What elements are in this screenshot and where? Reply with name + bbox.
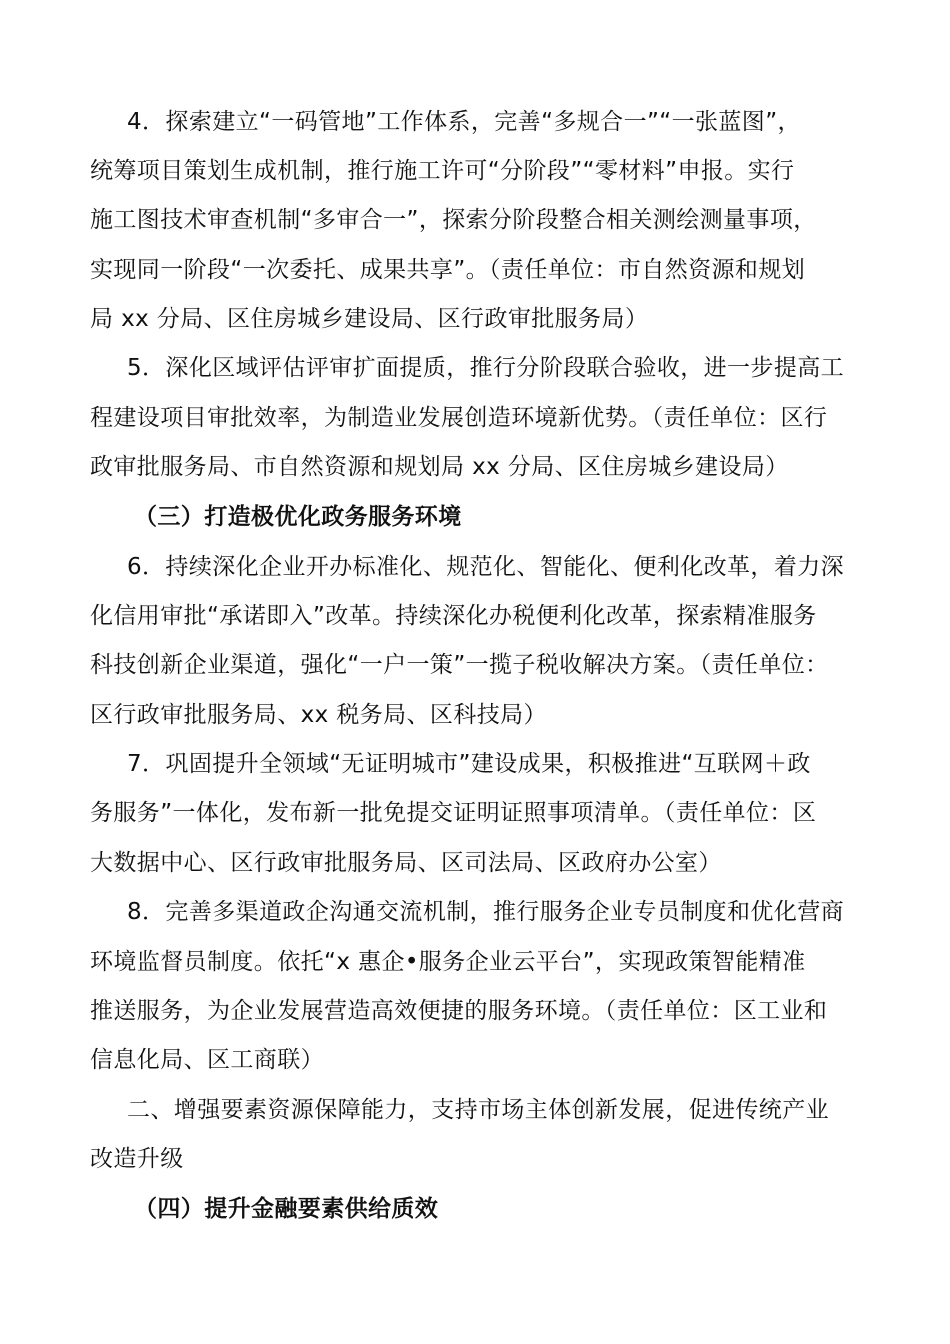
paragraph-6-line-2: 化信用审批“承诺即入”改革。持续深化办税便利化改革，探索精准服务 xyxy=(90,603,817,629)
section-heading-3: （三）打造极优化政务服务环境 xyxy=(134,504,462,530)
paragraph-4-line-5: 局 xx 分局、区住房城乡建设局、区行政审批服务局） xyxy=(90,306,649,332)
paragraph-6-line-3: 科技创新企业渠道，强化“一户一策”一揽子税收解决方案。（责任单位： xyxy=(90,652,829,678)
section-heading-2-line-2: 改造升级 xyxy=(90,1146,184,1172)
paragraph-8-line-4: 信息化局、区工商联） xyxy=(90,1047,324,1073)
paragraph-7-line-1: 7．巩固提升全领域“无证明城市”建设成果，积极推进“互联网＋政 xyxy=(127,751,811,777)
paragraph-4-line-2: 统筹项目策划生成机制，推行施工许可“分阶段”“零材料”申报。实行 xyxy=(90,158,795,184)
paragraph-6-line-4: 区行政审批服务局、xx 税务局、区科技局） xyxy=(90,702,547,728)
paragraph-4-line-1: 4．探索建立“一码管地”工作体系，完善“多规合一”“一张蓝图”， xyxy=(127,109,801,135)
paragraph-8-line-1: 8．完善多渠道政企沟通交流机制，推行服务企业专员制度和优化营商 xyxy=(127,899,845,925)
section-heading-2-line-1: 二、增强要素资源保障能力，支持市场主体创新发展，促进传统产业 xyxy=(127,1097,829,1123)
paragraph-5-line-3: 政审批服务局、市自然资源和规划局 xx 分局、区住房城乡建设局） xyxy=(90,454,789,480)
paragraph-6-line-1: 6．持续深化企业开办标准化、规范化、智能化、便利化改革，着力深 xyxy=(127,554,845,580)
paragraph-7-line-2: 务服务”一体化，发布新一批免提交证明证照事项清单。（责任单位：区 xyxy=(90,800,817,826)
paragraph-7-line-3: 大数据中心、区行政审批服务局、区司法局、区政府办公室） xyxy=(90,850,722,876)
paragraph-5-line-1: 5．深化区域评估评审扩面提质，推行分阶段联合验收，进一步提高工 xyxy=(127,355,845,381)
paragraph-5-line-2: 程建设项目审批效率，为制造业发展创造环境新优势。（责任单位：区行 xyxy=(90,405,828,431)
section-heading-4: （四）提升金融要素供给质效 xyxy=(134,1196,439,1222)
paragraph-8-line-2: 环境监督员制度。依托“x 惠企•服务企业云平台”，实现政策智能精准 xyxy=(90,949,806,975)
paragraph-4-line-3: 施工图技术审查机制“多审合一”，探索分阶段整合相关测绘测量事项， xyxy=(90,207,817,233)
paragraph-4-line-4: 实现同一阶段“一次委托、成果共享”。（责任单位：市自然资源和规划 xyxy=(90,257,806,283)
paragraph-8-line-3: 推送服务，为企业发展营造高效便捷的服务环境。（责任单位：区工业和 xyxy=(90,998,828,1024)
